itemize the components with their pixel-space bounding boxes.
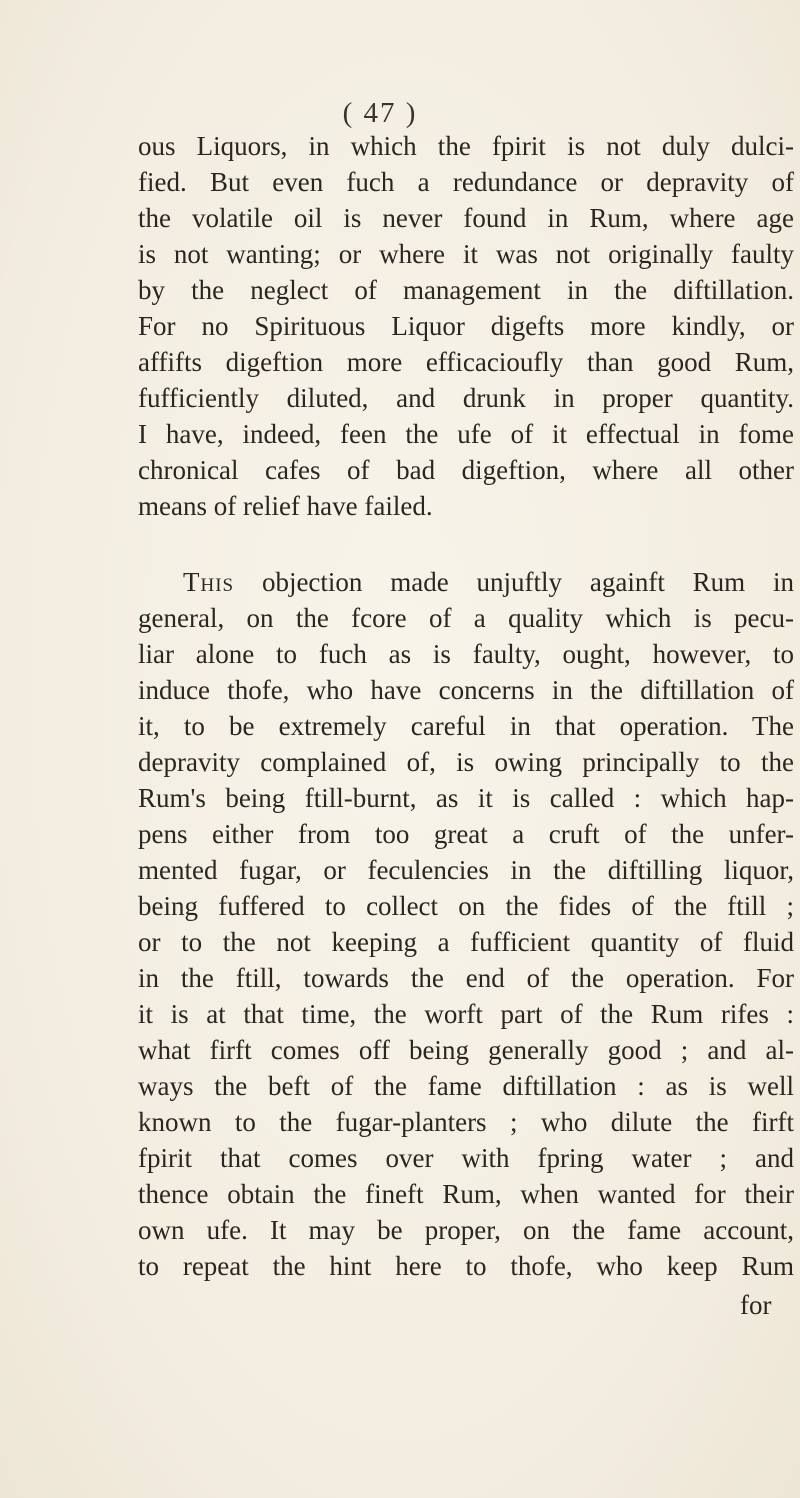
text-line: chronical cafes of bad digeftion, where all other [138, 455, 794, 485]
text-line: I have, indeed, feen the ufe of it effectual in fome [138, 419, 794, 449]
text-line: ways the beft of the fame diftillation : as is well [138, 1071, 794, 1101]
text-line: For no Spirituous Liquor digefts more kindly, or [138, 311, 794, 341]
paragraph-gap [138, 524, 794, 564]
text-line: it is at that time, the worft part of the Rum rifes : [138, 999, 794, 1029]
text-line: liar alone to fuch as is faulty, ought, however, to [138, 639, 794, 669]
catchword: for [740, 1290, 772, 1320]
text-line: thence obtain the fineft Rum, when wanted for their [138, 1179, 794, 1209]
opening-word: This [183, 567, 235, 597]
text-line: ous Liquors, in which the fpirit is not duly dulci- [138, 131, 794, 161]
text-line: to repeat the hint here to thofe, who keep Rum [138, 1251, 794, 1281]
text-line: being fuffered to collect on the fides of the ftill ; [138, 891, 794, 921]
body-text [138, 128, 794, 1284]
text-line: fied. But even fuch a redundance or depravity of [138, 167, 794, 197]
text-line: known to the fugar-planters ; who dilute the firft [138, 1107, 794, 1137]
text-line: fpirit that comes over with fpring water ; and [138, 1143, 794, 1173]
text-line: mented fugar, or feculencies in the diftilling liquor, [138, 855, 794, 885]
text-line: Rum's being ftill-burnt, as it is called : which hap- [138, 783, 794, 813]
text-line: depravity complained of, is owing principally to the [138, 747, 794, 777]
text-line-first [138, 564, 794, 600]
paragraph-2 [138, 564, 794, 1284]
text-line: what firft comes off being generally good ; and al- [138, 1035, 794, 1065]
page-number: ( 47 ) [342, 97, 418, 129]
first-line-rest: objection made unjuftly againft Rum in [234, 567, 794, 597]
text-line: by the neglect of management in the diftillation. [138, 275, 794, 305]
text-line: or to the not keeping a fufficient quantity of fluid [138, 927, 794, 957]
text-line: pens either from too great a cruft of the unfer- [138, 819, 794, 849]
text-line: in the ftill, towards the end of the operation. For [138, 963, 794, 993]
text-line: is not wanting; or where it was not originally faulty [138, 239, 794, 269]
text-line: fufficiently diluted, and drunk in proper quantity. [138, 383, 794, 413]
paragraph-1 [138, 128, 794, 524]
text-line: own ufe. It may be proper, on the fame account, [138, 1215, 794, 1245]
text-line: induce thofe, who have concerns in the diftillation of [138, 675, 794, 705]
text-line: the volatile oil is never found in Rum, where age [138, 203, 794, 233]
text-line: general, on the fcore of a quality which is pecu- [138, 603, 794, 633]
text-line: affifts digeftion more efficacioufly than good Rum, [138, 347, 794, 377]
text-line: means of relief have failed. [138, 491, 433, 521]
text-line: it, to be extremely careful in that operation. The [138, 711, 794, 741]
